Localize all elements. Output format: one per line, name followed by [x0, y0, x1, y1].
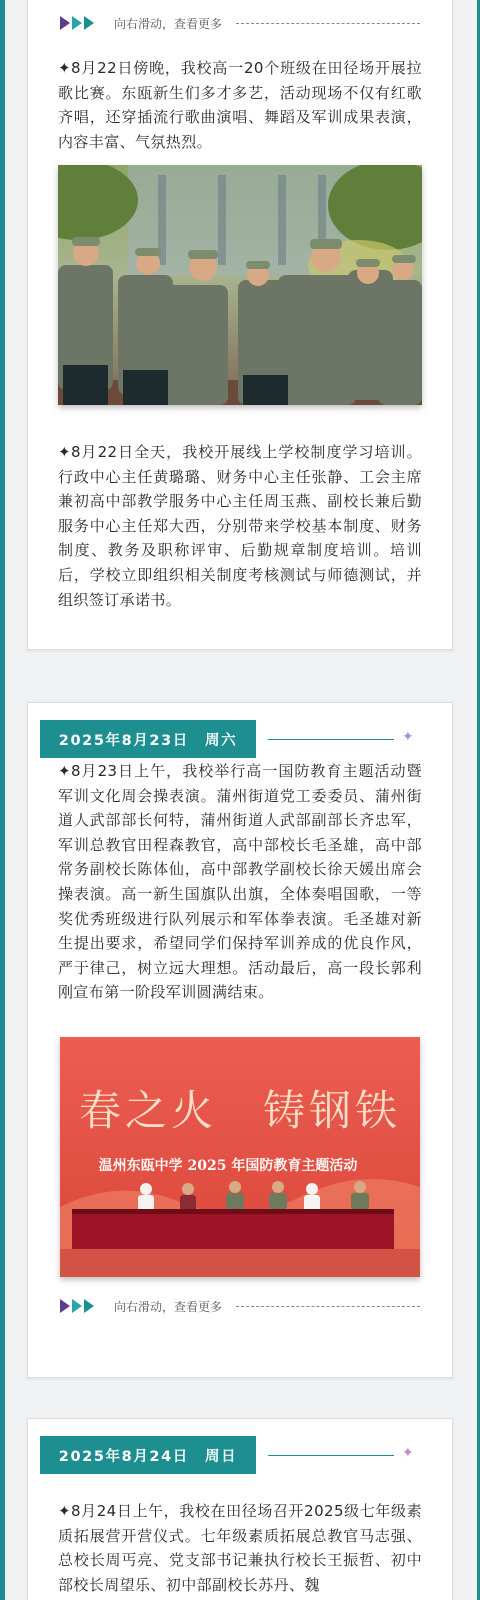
photo-students-singing[interactable]: [58, 165, 422, 405]
paragraph-singing-contest: ✦8月22日傍晚，我校高一20个班级在田径场开展拉歌比赛。东瓯新生们多才多艺，活动现场不仅有红歌齐唱，还穿插流行歌曲演唱、舞蹈及军训成果表演，内容丰富、气氛热烈。: [58, 59, 422, 151]
paragraph-system-training: ✦8月22日全天，我校开展线上学校制度学习培训。行政中心主任黄璐璐、财务中心主任张静、工会主席兼初高中部教学服务中心主任周玉燕、副校长兼后勤服务中心主任郑大西，分别带来学校基本制度、财务制度、教务及职称评审、后勤规章制度培训。培训后，学校立即组织相关制度考核测试与师德测试，并组织签订承诺书。: [58, 443, 422, 609]
date-divider-line: [268, 739, 394, 740]
dashed-divider: [236, 23, 420, 24]
sparkle-icon: ✦: [402, 1445, 414, 1461]
article-card-aug-24: [27, 1418, 453, 1600]
ceremony-stage-image: [60, 1037, 420, 1277]
paragraph-defense-education: ✦8月23日上午，我校举行高一国防教育主题活动暨军训文化周会操表演。蒲州街道党工委委员、蒲州街道人武部部长何特，蒲州街道人武部副部长齐忠军，军训总教官田程森教官，高中部校长毛圣雄，高中部常务副校长陈体仙，高中部教学副校长徐天媛出席会操表演。高一新生国旗队出旗，全体奏唱国歌，一等奖优秀班级进行队列展示和军体拳表演。毛圣雄对新生提出要求，希望同学们保持军训养成的优良作风，严于律己，树立远大理想。活动最后，高一段长郭利刚宣布第一阶段军训圆满结束。: [58, 762, 422, 1002]
article-card-aug-22: [27, 0, 453, 650]
swipe-hint-row[interactable]: [60, 13, 420, 33]
triple-chevron-right-icon: [60, 16, 104, 30]
date-divider-line: [268, 1455, 394, 1456]
dashed-divider: [236, 1306, 420, 1307]
paragraph-orientation-camp: ✦8月24日上午，我校在田径场召开2025级七年级素质拓展营开营仪式。七年级素质拓展总教官马志强、总校长周丐亮、党支部书记兼执行校长王振哲、初中部校长周望乐、初中部副校长苏丹、魏: [58, 1502, 422, 1594]
article-card-aug-23: [27, 702, 453, 1378]
swipe-hint-text: 向右滑动，查看更多: [114, 16, 223, 31]
sparkle-icon: ✦: [402, 729, 414, 745]
swipe-hint-text: 向右滑动，查看更多: [114, 1299, 223, 1314]
photo-ceremony-stage[interactable]: [60, 1037, 420, 1277]
swipe-hint-row-2[interactable]: [60, 1296, 420, 1316]
students-singing-image: [58, 165, 422, 405]
banner-event-title: 温州东瓯中学 2025 年国防教育主题活动: [98, 1158, 358, 1174]
date-header: 2025年8月23日 周六: [40, 720, 256, 758]
date-header: 2025年8月24日 周日: [40, 1436, 256, 1474]
triple-chevron-right-icon: [60, 1299, 104, 1313]
banner-slogan: 春之火 铸钢铁: [78, 1086, 402, 1135]
page-edge-left: [0, 0, 5, 1600]
